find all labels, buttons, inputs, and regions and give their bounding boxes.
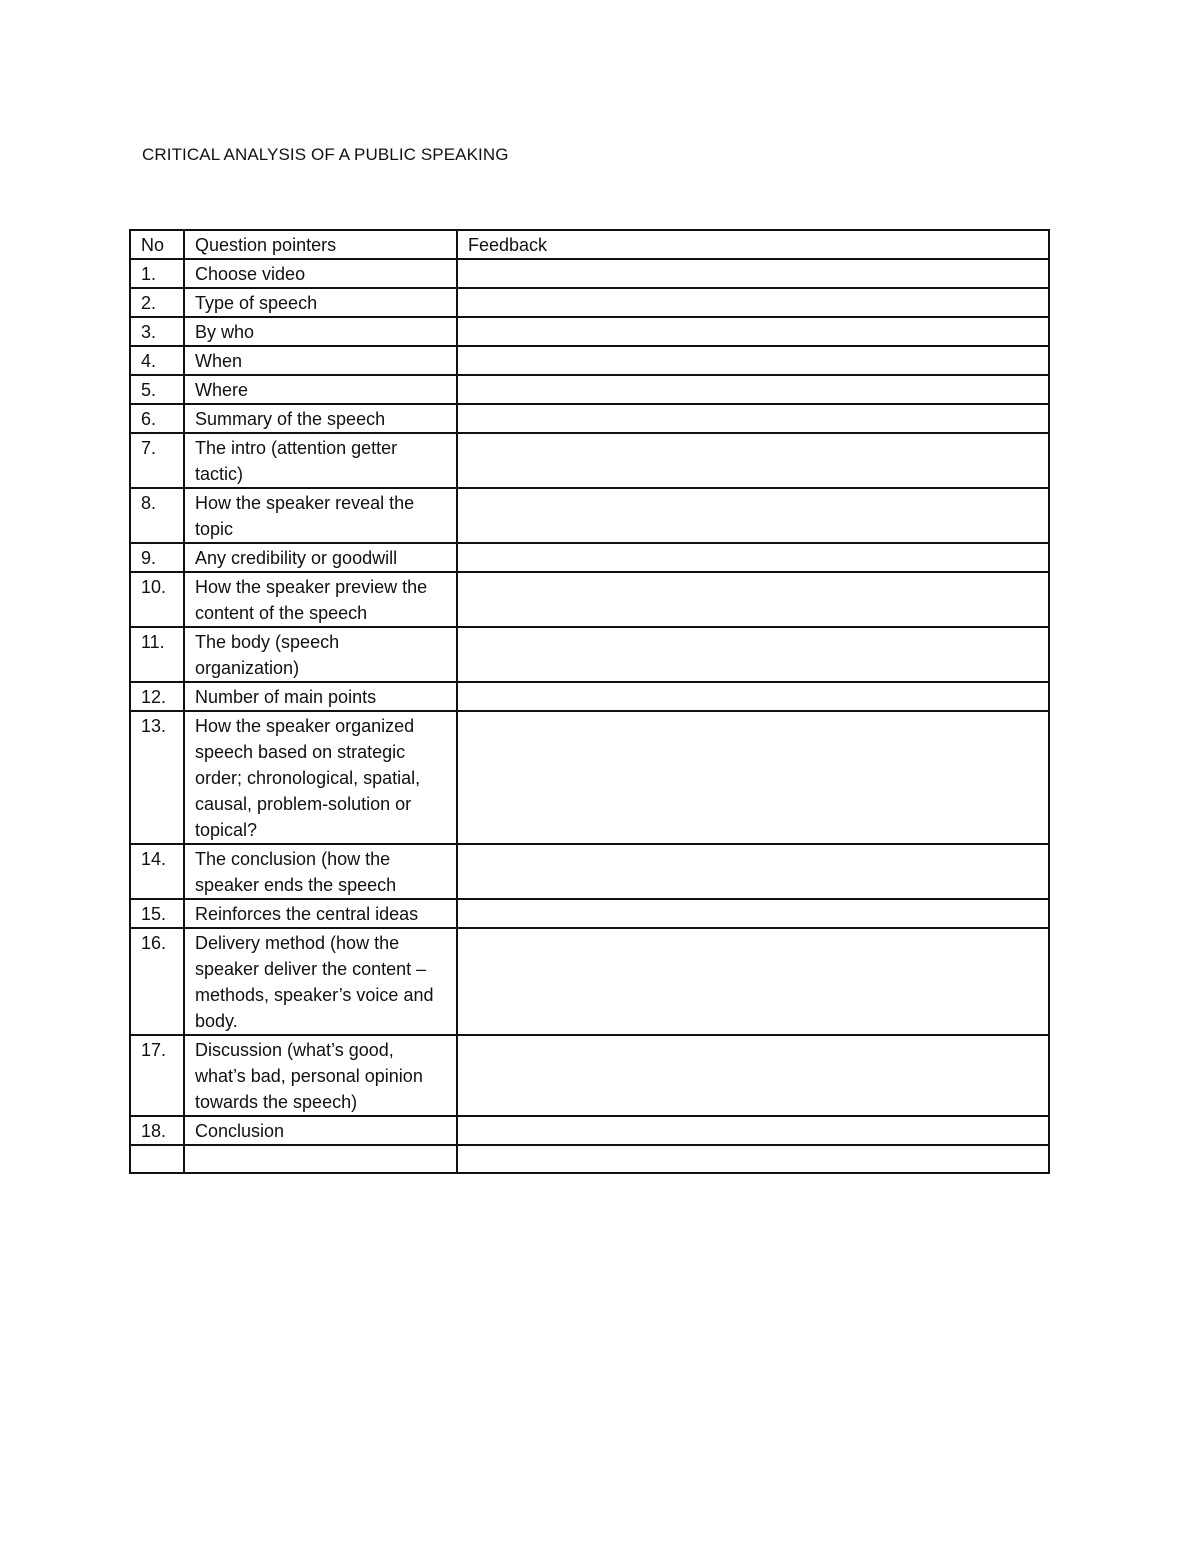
row-number: 14.	[130, 844, 184, 899]
row-question	[184, 1145, 457, 1173]
table-row	[130, 543, 1049, 572]
row-question: Choose video	[184, 259, 457, 288]
table-row	[130, 375, 1049, 404]
row-question: Discussion (what’s good, what’s bad, personal opinion towards the speech)	[184, 1035, 457, 1116]
row-feedback[interactable]	[457, 346, 1049, 375]
row-feedback[interactable]	[457, 288, 1049, 317]
row-feedback[interactable]	[457, 404, 1049, 433]
row-question: Any credibility or goodwill	[184, 543, 457, 572]
row-question: The body (speech organization)	[184, 627, 457, 682]
row-number: 2.	[130, 288, 184, 317]
row-question: Conclusion	[184, 1116, 457, 1145]
row-question: Reinforces the central ideas	[184, 899, 457, 928]
row-question: The intro (attention getter tactic)	[184, 433, 457, 488]
row-question: Delivery method (how the speaker deliver the content – methods, speaker’s voice and body.	[184, 928, 457, 1035]
row-feedback[interactable]	[457, 317, 1049, 346]
row-feedback[interactable]	[457, 572, 1049, 627]
table-row	[130, 572, 1049, 627]
row-feedback[interactable]	[457, 259, 1049, 288]
row-feedback[interactable]	[457, 433, 1049, 488]
header-no: No	[130, 230, 184, 259]
table-header-row	[130, 230, 1049, 259]
header-feedback: Feedback	[457, 230, 1049, 259]
row-feedback[interactable]	[457, 682, 1049, 711]
row-feedback[interactable]	[457, 1035, 1049, 1116]
row-number: 6.	[130, 404, 184, 433]
row-number: 18.	[130, 1116, 184, 1145]
table-row	[130, 288, 1049, 317]
row-number: 8.	[130, 488, 184, 543]
table-row	[130, 317, 1049, 346]
table-row	[130, 1116, 1049, 1145]
analysis-table	[129, 229, 1050, 1174]
row-feedback[interactable]	[457, 1145, 1049, 1173]
row-feedback[interactable]	[457, 627, 1049, 682]
row-number: 4.	[130, 346, 184, 375]
row-feedback[interactable]	[457, 711, 1049, 844]
table-row	[130, 844, 1049, 899]
row-question: When	[184, 346, 457, 375]
table-row	[130, 1035, 1049, 1116]
table-row	[130, 433, 1049, 488]
row-question: The conclusion (how the speaker ends the speech	[184, 844, 457, 899]
row-question: By who	[184, 317, 457, 346]
row-feedback[interactable]	[457, 488, 1049, 543]
row-feedback[interactable]	[457, 928, 1049, 1035]
row-number: 11.	[130, 627, 184, 682]
row-question: Number of main points	[184, 682, 457, 711]
row-question: Type of speech	[184, 288, 457, 317]
row-question: How the speaker preview the content of the speech	[184, 572, 457, 627]
table-row	[130, 346, 1049, 375]
row-number: 3.	[130, 317, 184, 346]
row-question: How the speaker organized speech based on strategic order; chronological, spatial, causal, problem-solution or topical?	[184, 711, 457, 844]
table-row	[130, 627, 1049, 682]
table-row	[130, 711, 1049, 844]
row-feedback[interactable]	[457, 899, 1049, 928]
table-row	[130, 259, 1049, 288]
row-question: Where	[184, 375, 457, 404]
table-row	[130, 488, 1049, 543]
row-feedback[interactable]	[457, 543, 1049, 572]
row-feedback[interactable]	[457, 375, 1049, 404]
row-question: Summary of the speech	[184, 404, 457, 433]
table-row	[130, 682, 1049, 711]
row-number: 15.	[130, 899, 184, 928]
row-number: 1.	[130, 259, 184, 288]
page-title: CRITICAL ANALYSIS OF A PUBLIC SPEAKING	[142, 145, 509, 164]
row-number: 5.	[130, 375, 184, 404]
row-number: 10.	[130, 572, 184, 627]
row-feedback[interactable]	[457, 1116, 1049, 1145]
row-feedback[interactable]	[457, 844, 1049, 899]
table-row-empty	[130, 1145, 1049, 1173]
header-question: Question pointers	[184, 230, 457, 259]
row-number	[130, 1145, 184, 1173]
row-number: 13.	[130, 711, 184, 844]
table-row	[130, 899, 1049, 928]
row-number: 17.	[130, 1035, 184, 1116]
row-question: How the speaker reveal the topic	[184, 488, 457, 543]
table-row	[130, 404, 1049, 433]
row-number: 7.	[130, 433, 184, 488]
table-row	[130, 928, 1049, 1035]
row-number: 12.	[130, 682, 184, 711]
row-number: 9.	[130, 543, 184, 572]
row-number: 16.	[130, 928, 184, 1035]
